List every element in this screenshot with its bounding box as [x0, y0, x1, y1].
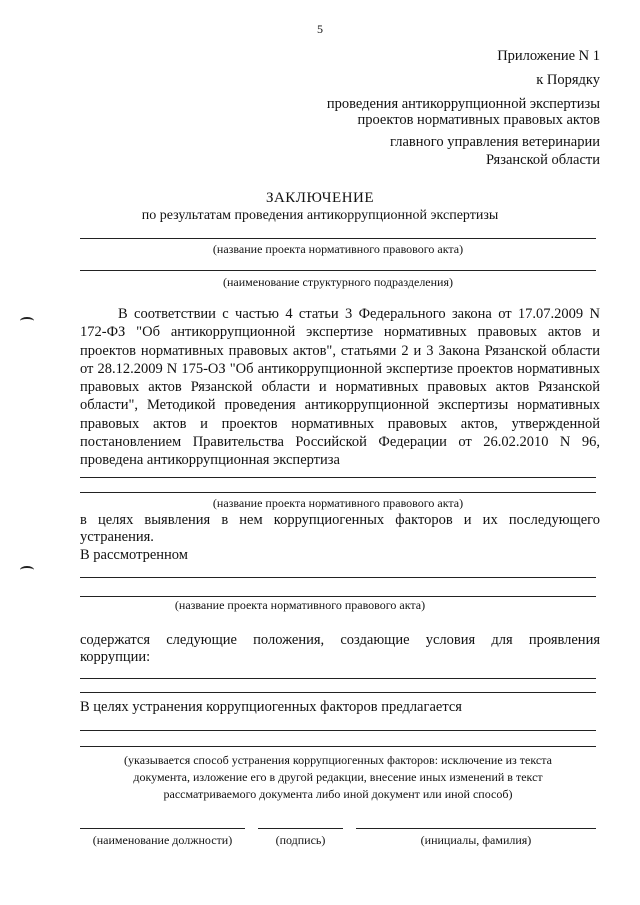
document-title: ЗАКЛЮЧЕНИЕ — [265, 190, 375, 206]
page-number: 5 — [317, 22, 323, 36]
reviewed-label: В рассмотренном — [80, 547, 188, 563]
blank-line — [80, 238, 596, 239]
blank-line — [80, 492, 596, 493]
blank-line — [80, 746, 596, 747]
blank-line — [80, 596, 596, 597]
contains-line: коррупции: — [80, 649, 151, 665]
appendix-line: Рязанской области — [486, 152, 600, 168]
caption-signature: (подпись) — [275, 833, 326, 847]
margin-mark — [20, 566, 34, 574]
caption-draft-act-name-2: (название проекта нормативного правового акта) — [212, 496, 464, 510]
proposal-text: В целях устранения коррупциогенных факторов предлагается — [80, 699, 462, 715]
caption-position: (наименование должности) — [92, 833, 233, 847]
caption-draft-act-name: (название проекта нормативного правового акта) — [212, 242, 464, 256]
initials-line — [356, 828, 596, 829]
caption-initials: (инициалы, фамилия) — [420, 833, 532, 847]
blank-line — [80, 692, 596, 693]
margin-mark — [20, 317, 34, 325]
blank-line — [80, 270, 596, 271]
purpose-line: устранения. — [80, 529, 154, 545]
position-line — [80, 828, 245, 829]
caption-line: (указывается способ устранения коррупциогенных факторов: исключение из текста — [124, 753, 552, 767]
blank-line — [80, 730, 596, 731]
blank-line — [80, 678, 596, 679]
blank-line — [80, 577, 596, 578]
appendix-line: Приложение N 1 — [497, 48, 600, 64]
appendix-line: к Порядку — [536, 72, 600, 88]
caption-division-name: (наименование структурного подразделения) — [222, 275, 453, 289]
appendix-line: проведения антикоррупционной экспертизы — [326, 96, 600, 112]
blank-line — [80, 477, 596, 478]
purpose-line: в целях выявления в нем коррупциогенных факторов и их последующего — [80, 512, 600, 528]
caption-draft-act-name-3: (название проекта нормативного правового акта) — [174, 598, 426, 612]
document-subtitle: по результатам проведения антикоррупционной экспертизы — [141, 208, 499, 223]
caption-elimination-method — [80, 752, 596, 803]
appendix-line: главного управления ветеринарии — [390, 134, 600, 150]
main-paragraph: В соответствии с частью 4 статьи 3 Федерального закона от 17.07.2009 N 172-ФЗ "Об антикоррупционной экспертизе нормативных правовых актов и проектов нормативных правовых актов", статьями 2 и 3 Закона Рязанской области от 28.12.2009 N 175-ОЗ "Об антикоррупционной экспертизе проектов нормативных правовых актов Рязанской области и нормативных правовых актов Рязанской области", Методикой проведения антикоррупционной экспертизы нормативных правовых актов и проектов нормативных правовых актов, утвержденной постановлением Правительства Российской Федерации от 26.02.2010 N 96, проведена антикоррупционная экспертиза — [80, 306, 600, 469]
caption-line: документа, изложение его в другой редакции, внесение иных изменений в текст — [133, 770, 543, 784]
signature-line — [258, 828, 343, 829]
contains-line: содержатся следующие положения, создающие условия для проявления — [80, 632, 600, 648]
caption-line: рассматриваемого документа либо иной документ или иной способ) — [163, 787, 513, 801]
appendix-line: проектов нормативных правовых актов — [357, 112, 600, 128]
